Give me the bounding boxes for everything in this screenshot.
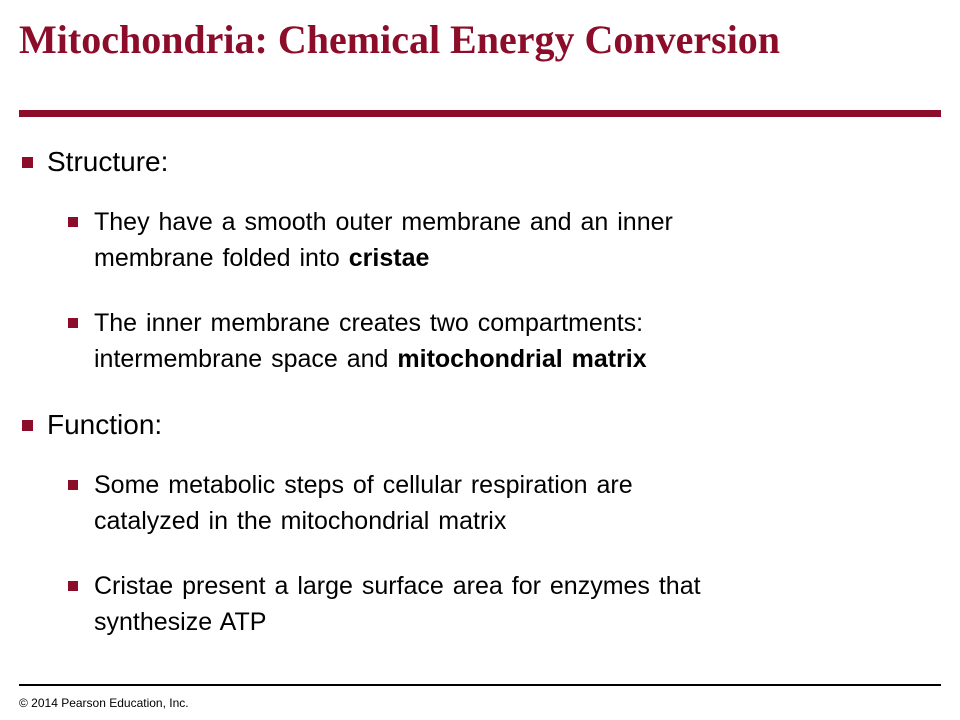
square-bullet-icon xyxy=(68,217,78,227)
footer-divider xyxy=(19,684,941,686)
key-term: mitochondrial matrix xyxy=(397,345,647,373)
section-heading-label: Structure: xyxy=(47,146,169,177)
key-term: cristae xyxy=(348,244,430,272)
square-bullet-icon xyxy=(68,318,78,328)
list-item-line: intermembrane space and xyxy=(94,345,398,373)
list-item-line: They have a smooth outer membrane and an inner xyxy=(94,208,673,236)
list-item-line: The inner membrane creates two compartments: xyxy=(94,309,644,337)
square-bullet-icon xyxy=(68,581,78,591)
list-item-line: synthesize ATP xyxy=(94,608,267,636)
title-divider xyxy=(19,110,941,117)
slide-title: Mitochondria: Chemical Energy Conversion xyxy=(19,17,781,62)
list-item-line: Cristae present a large surface area for enzymes that xyxy=(94,572,701,600)
square-bullet-icon xyxy=(22,157,33,168)
section-heading-label: Function: xyxy=(47,409,163,440)
copyright-footer: © 2014 Pearson Education, Inc. xyxy=(19,696,189,710)
list-item-line: Some metabolic steps of cellular respiration are xyxy=(94,471,633,499)
square-bullet-icon xyxy=(68,480,78,490)
list-item-line: catalyzed in the mitochondrial matrix xyxy=(94,507,507,535)
square-bullet-icon xyxy=(22,420,33,431)
list-item-line: membrane folded into xyxy=(94,244,349,272)
